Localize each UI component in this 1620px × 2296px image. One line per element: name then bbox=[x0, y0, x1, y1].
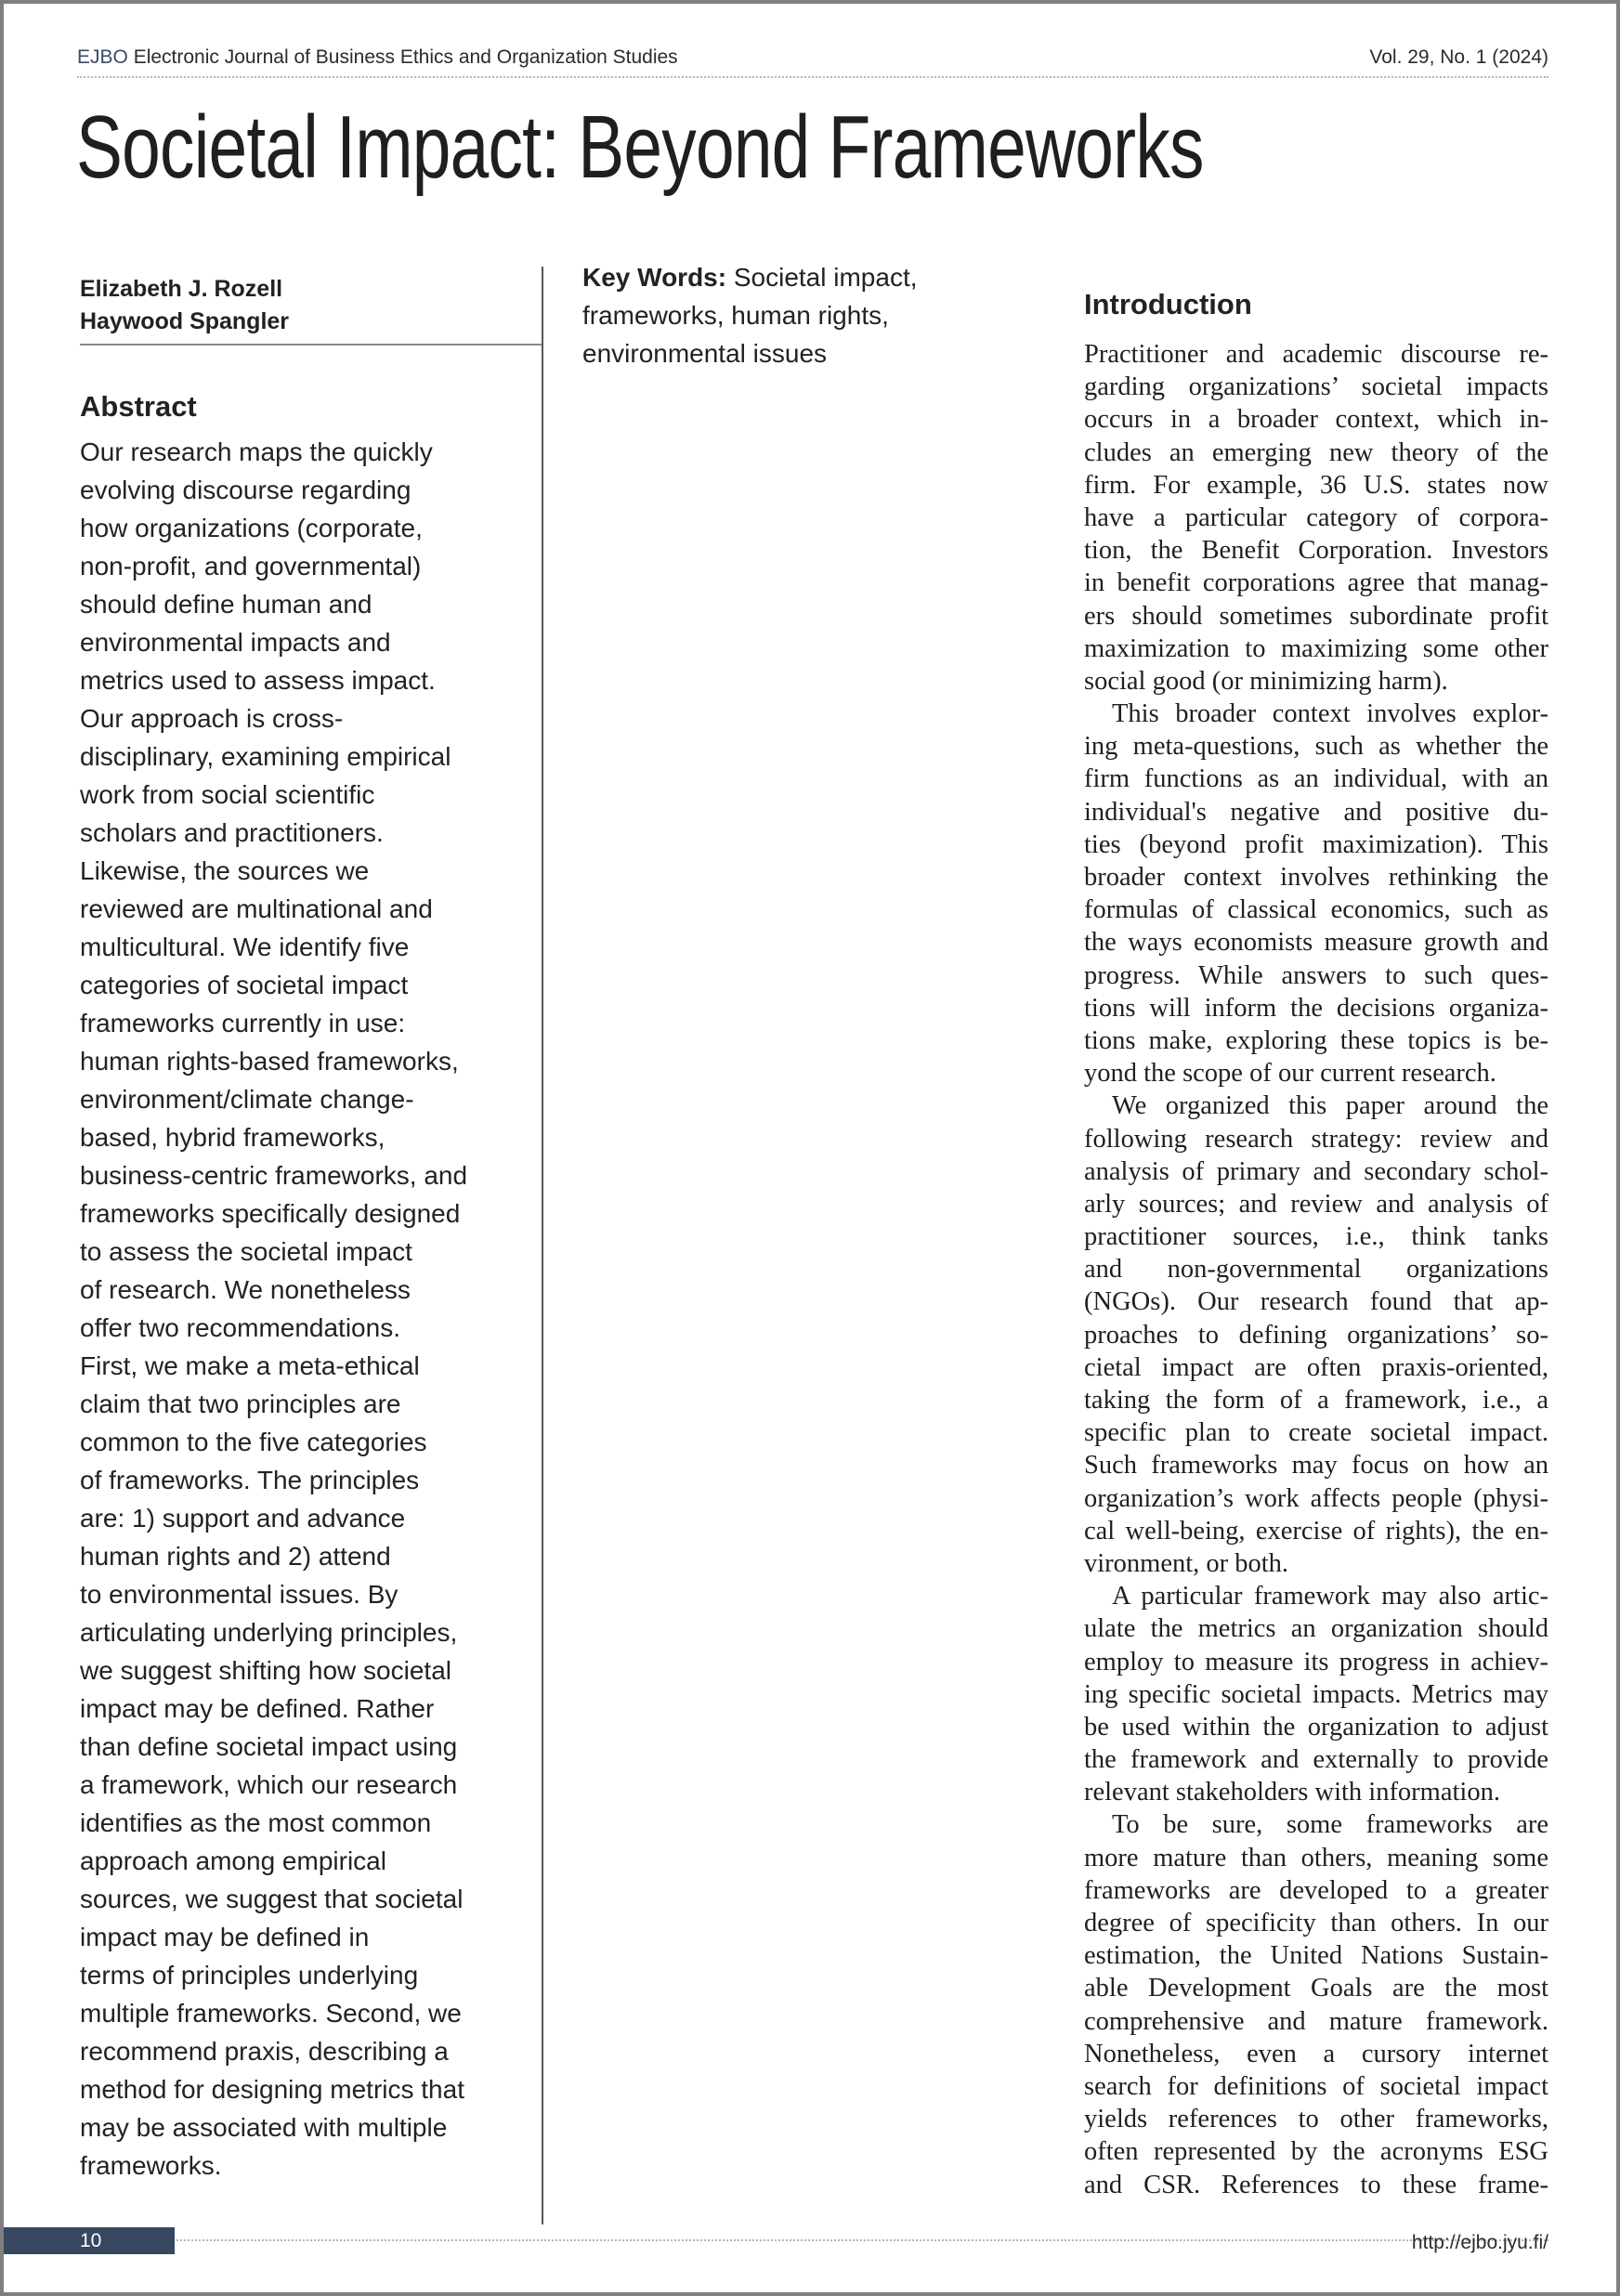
abstract-line: common to the five categories bbox=[80, 1428, 427, 1456]
issue-info: Vol. 29, No. 1 (2024) bbox=[1369, 46, 1548, 68]
introduction-line: ties (beyond profit maximization). This bbox=[1084, 829, 1548, 859]
abstract-line: reviewed are multinational and bbox=[80, 894, 433, 923]
introduction-line: analysis of primary and secondary schol- bbox=[1084, 1156, 1548, 1186]
introduction-heading: Introduction bbox=[1084, 288, 1252, 320]
abstract-line: terms of principles underlying bbox=[80, 1961, 419, 1989]
abstract-line: environment/climate change- bbox=[80, 1085, 414, 1114]
abstract-line: based, hybrid frameworks, bbox=[80, 1123, 385, 1152]
introduction-line: proaches to defining organizations’ so- bbox=[1084, 1320, 1548, 1350]
abstract-line: disciplinary, examining empirical bbox=[80, 742, 451, 771]
introduction-line: firm functions as an individual, with an bbox=[1084, 764, 1548, 794]
introduction-line: This broader context involves explor- bbox=[1112, 699, 1548, 729]
abstract-line: articulating underlying principles, bbox=[80, 1618, 458, 1647]
introduction-line: cietal impact are often praxis-oriented, bbox=[1084, 1352, 1548, 1382]
introduction-line: ers should sometimes subordinate profit bbox=[1084, 601, 1548, 631]
abstract-line: Our approach is cross- bbox=[80, 704, 344, 733]
abstract-line: approach among empirical bbox=[80, 1846, 386, 1875]
introduction-line: in benefit corporations agree that manag- bbox=[1084, 568, 1548, 598]
introduction-line: vironment, or both. bbox=[1084, 1548, 1289, 1578]
abstract-line: environmental impacts and bbox=[80, 628, 391, 657]
abstract-line: should define human and bbox=[80, 590, 372, 619]
abstract-line: to assess the societal impact bbox=[80, 1237, 412, 1266]
introduction-line: arly sources; and review and analysis of bbox=[1084, 1189, 1548, 1219]
keywords-value: Societal impact, bbox=[726, 263, 918, 292]
introduction-line: be used within the organization to adjust bbox=[1084, 1712, 1548, 1742]
abstract-line: method for designing metrics that bbox=[80, 2075, 464, 2104]
introduction-line: yields references to other frameworks, bbox=[1084, 2105, 1548, 2134]
introduction-line: the ways economists measure growth and bbox=[1084, 928, 1548, 958]
introduction-line: employ to measure its progress in achiev- bbox=[1084, 1647, 1548, 1676]
abstract-line: may be associated with multiple bbox=[80, 2113, 448, 2142]
introduction-line: cludes an emerging new theory of the bbox=[1084, 437, 1548, 467]
author-name: Elizabeth J. Rozell bbox=[80, 276, 283, 302]
abstract-line: a framework, which our research bbox=[80, 1770, 458, 1799]
introduction-line: more mature than others, meaning some bbox=[1084, 1843, 1548, 1872]
introduction-text bbox=[1084, 338, 1548, 2201]
introduction-line: social good (or minimizing harm). bbox=[1084, 666, 1448, 696]
introduction-line: maximization to maximizing some other bbox=[1084, 633, 1548, 663]
introduction-line: ing meta-questions, such as whether the bbox=[1084, 732, 1548, 762]
introduction-line: relevant stakeholders with information. bbox=[1084, 1778, 1500, 1807]
abstract-line: sources, we suggest that societal bbox=[80, 1885, 464, 1913]
journal-name: Electronic Journal of Business Ethics and Organization Studies bbox=[133, 46, 678, 68]
introduction-line: broader context involves rethinking the bbox=[1084, 863, 1548, 892]
abstract-line: impact may be defined in bbox=[80, 1923, 370, 1951]
keywords-label: Key Words: bbox=[582, 263, 727, 292]
abstract-line: non-profit, and governmental) bbox=[80, 552, 422, 581]
keywords bbox=[582, 258, 973, 372]
introduction-line: the framework and externally to provide bbox=[1084, 1745, 1548, 1775]
abstract-line: First, we make a meta-ethical bbox=[80, 1351, 420, 1380]
introduction-line: Such frameworks may focus on how an bbox=[1084, 1451, 1548, 1481]
abstract-line: metrics used to assess impact. bbox=[80, 666, 436, 695]
abstract-line: frameworks specifically designed bbox=[80, 1199, 461, 1228]
abstract-line: of research. We nonetheless bbox=[80, 1275, 411, 1304]
introduction-line: organization’s work affects people (physi- bbox=[1084, 1483, 1548, 1513]
introduction-line: To be sure, some frameworks are bbox=[1112, 1810, 1548, 1840]
abstract-line: are: 1) support and advance bbox=[80, 1504, 406, 1533]
introduction-line: often represented by the acronyms ESG bbox=[1084, 2137, 1548, 2167]
journal-abbreviation: EJBO bbox=[77, 46, 128, 68]
abstract-line: impact may be defined. Rather bbox=[80, 1694, 435, 1723]
abstract-line: human rights and 2) attend bbox=[80, 1542, 391, 1571]
page-number-badge bbox=[4, 2227, 175, 2254]
introduction-line: and non-governmental organizations bbox=[1084, 1255, 1548, 1285]
abstract-line: how organizations (corporate, bbox=[80, 514, 423, 542]
running-header bbox=[77, 46, 1548, 74]
header-dotted-rule bbox=[77, 76, 1548, 78]
footer-dotted-rule bbox=[77, 2239, 1548, 2241]
abstract-line: Likewise, the sources we bbox=[80, 856, 370, 885]
keywords-first-line bbox=[582, 258, 973, 296]
abstract-line: we suggest shifting how societal bbox=[80, 1656, 451, 1685]
abstract-line: to environmental issues. By bbox=[80, 1580, 398, 1609]
keywords-value: frameworks, human rights, bbox=[582, 301, 889, 330]
journal-url-link[interactable]: http://ejbo.jyu.fi/ bbox=[1411, 2232, 1548, 2253]
introduction-line: Practitioner and academic discourse re- bbox=[1084, 340, 1548, 369]
abstract-line: multiple frameworks. Second, we bbox=[80, 1999, 462, 2028]
introduction-line: progress. While answers to such ques- bbox=[1084, 960, 1548, 990]
abstract-heading: Abstract bbox=[80, 390, 197, 423]
abstract-line: human rights-based frameworks, bbox=[80, 1047, 459, 1076]
abstract-line: of frameworks. The principles bbox=[80, 1466, 420, 1494]
abstract-line: Our research maps the quickly bbox=[80, 437, 433, 466]
introduction-line: specific plan to create societal impact. bbox=[1084, 1418, 1548, 1448]
abstract-line: evolving discourse regarding bbox=[80, 476, 412, 504]
journal-title bbox=[77, 46, 678, 69]
introduction-line: tion, the Benefit Corporation. Investors bbox=[1084, 536, 1548, 566]
introduction-line: able Development Goals are the most bbox=[1084, 1974, 1548, 2003]
journal-page bbox=[4, 4, 1616, 2292]
introduction-line: estimation, the United Nations Sustain- bbox=[1084, 1941, 1548, 1971]
introduction-line: and CSR. References to these frame- bbox=[1084, 2170, 1548, 2199]
abstract-line: frameworks. bbox=[80, 2151, 222, 2180]
abstract-text bbox=[80, 433, 526, 2185]
abstract-line: recommend praxis, describing a bbox=[80, 2037, 449, 2066]
article-title: Societal Impact: Beyond Frameworks bbox=[76, 98, 1204, 197]
introduction-line: Nonetheless, even a cursory internet bbox=[1084, 2039, 1548, 2068]
introduction-line: practitioner sources, i.e., think tanks bbox=[1084, 1222, 1548, 1252]
introduction-line: taking the form of a framework, i.e., a bbox=[1084, 1386, 1548, 1415]
abstract-line: multicultural. We identify five bbox=[80, 933, 410, 961]
introduction-line: cal well-being, exercise of rights), the en- bbox=[1084, 1516, 1548, 1546]
author-divider bbox=[80, 344, 542, 346]
keywords-value: environmental issues bbox=[582, 339, 828, 368]
introduction-line: tions make, exploring these topics is be- bbox=[1084, 1025, 1548, 1055]
introduction-line: (NGOs). Our research found that ap- bbox=[1084, 1287, 1548, 1317]
introduction-line: ulate the metrics an organization should bbox=[1084, 1614, 1548, 1644]
introduction-line: following research strategy: review and bbox=[1084, 1124, 1548, 1154]
abstract-line: than define societal impact using bbox=[80, 1732, 458, 1761]
abstract-line: frameworks currently in use: bbox=[80, 1009, 406, 1037]
introduction-line: occurs in a broader context, which in- bbox=[1084, 405, 1548, 435]
abstract-line: scholars and practitioners. bbox=[80, 818, 384, 847]
abstract-line: business-centric frameworks, and bbox=[80, 1161, 468, 1190]
introduction-line: formulas of classical economics, such as bbox=[1084, 895, 1548, 925]
introduction-line: ing specific societal impacts. Metrics may bbox=[1084, 1679, 1548, 1709]
introduction-line: degree of specificity than others. In our bbox=[1084, 1909, 1548, 1937]
author-list bbox=[80, 273, 289, 338]
introduction-line: have a particular category of corpora- bbox=[1084, 502, 1548, 532]
introduction-line: individual's negative and positive du- bbox=[1084, 797, 1548, 827]
introduction-line: yond the scope of our current research. bbox=[1084, 1059, 1496, 1089]
page-number: 10 bbox=[80, 2230, 102, 2251]
introduction-line: garding organizations’ societal impacts bbox=[1084, 372, 1548, 402]
introduction-line: tions will inform the decisions organiza- bbox=[1084, 993, 1548, 1023]
introduction-line: search for definitions of societal impact bbox=[1084, 2071, 1548, 2101]
abstract-line: offer two recommendations. bbox=[80, 1313, 400, 1342]
author-name: Haywood Spangler bbox=[80, 308, 290, 334]
abstract-line: identifies as the most common bbox=[80, 1808, 432, 1837]
introduction-line: frameworks are developed to a greater bbox=[1084, 1875, 1548, 1905]
introduction-line: We organized this paper around the bbox=[1112, 1091, 1548, 1121]
abstract-line: claim that two principles are bbox=[80, 1389, 401, 1418]
abstract-line: categories of societal impact bbox=[80, 971, 409, 999]
introduction-line: firm. For example, 36 U.S. states now bbox=[1084, 470, 1548, 500]
column-divider bbox=[542, 267, 543, 2224]
introduction-line: A particular framework may also artic- bbox=[1112, 1582, 1548, 1611]
abstract-line: work from social scientific bbox=[80, 780, 375, 809]
introduction-line: comprehensive and mature framework. bbox=[1084, 2006, 1548, 2036]
